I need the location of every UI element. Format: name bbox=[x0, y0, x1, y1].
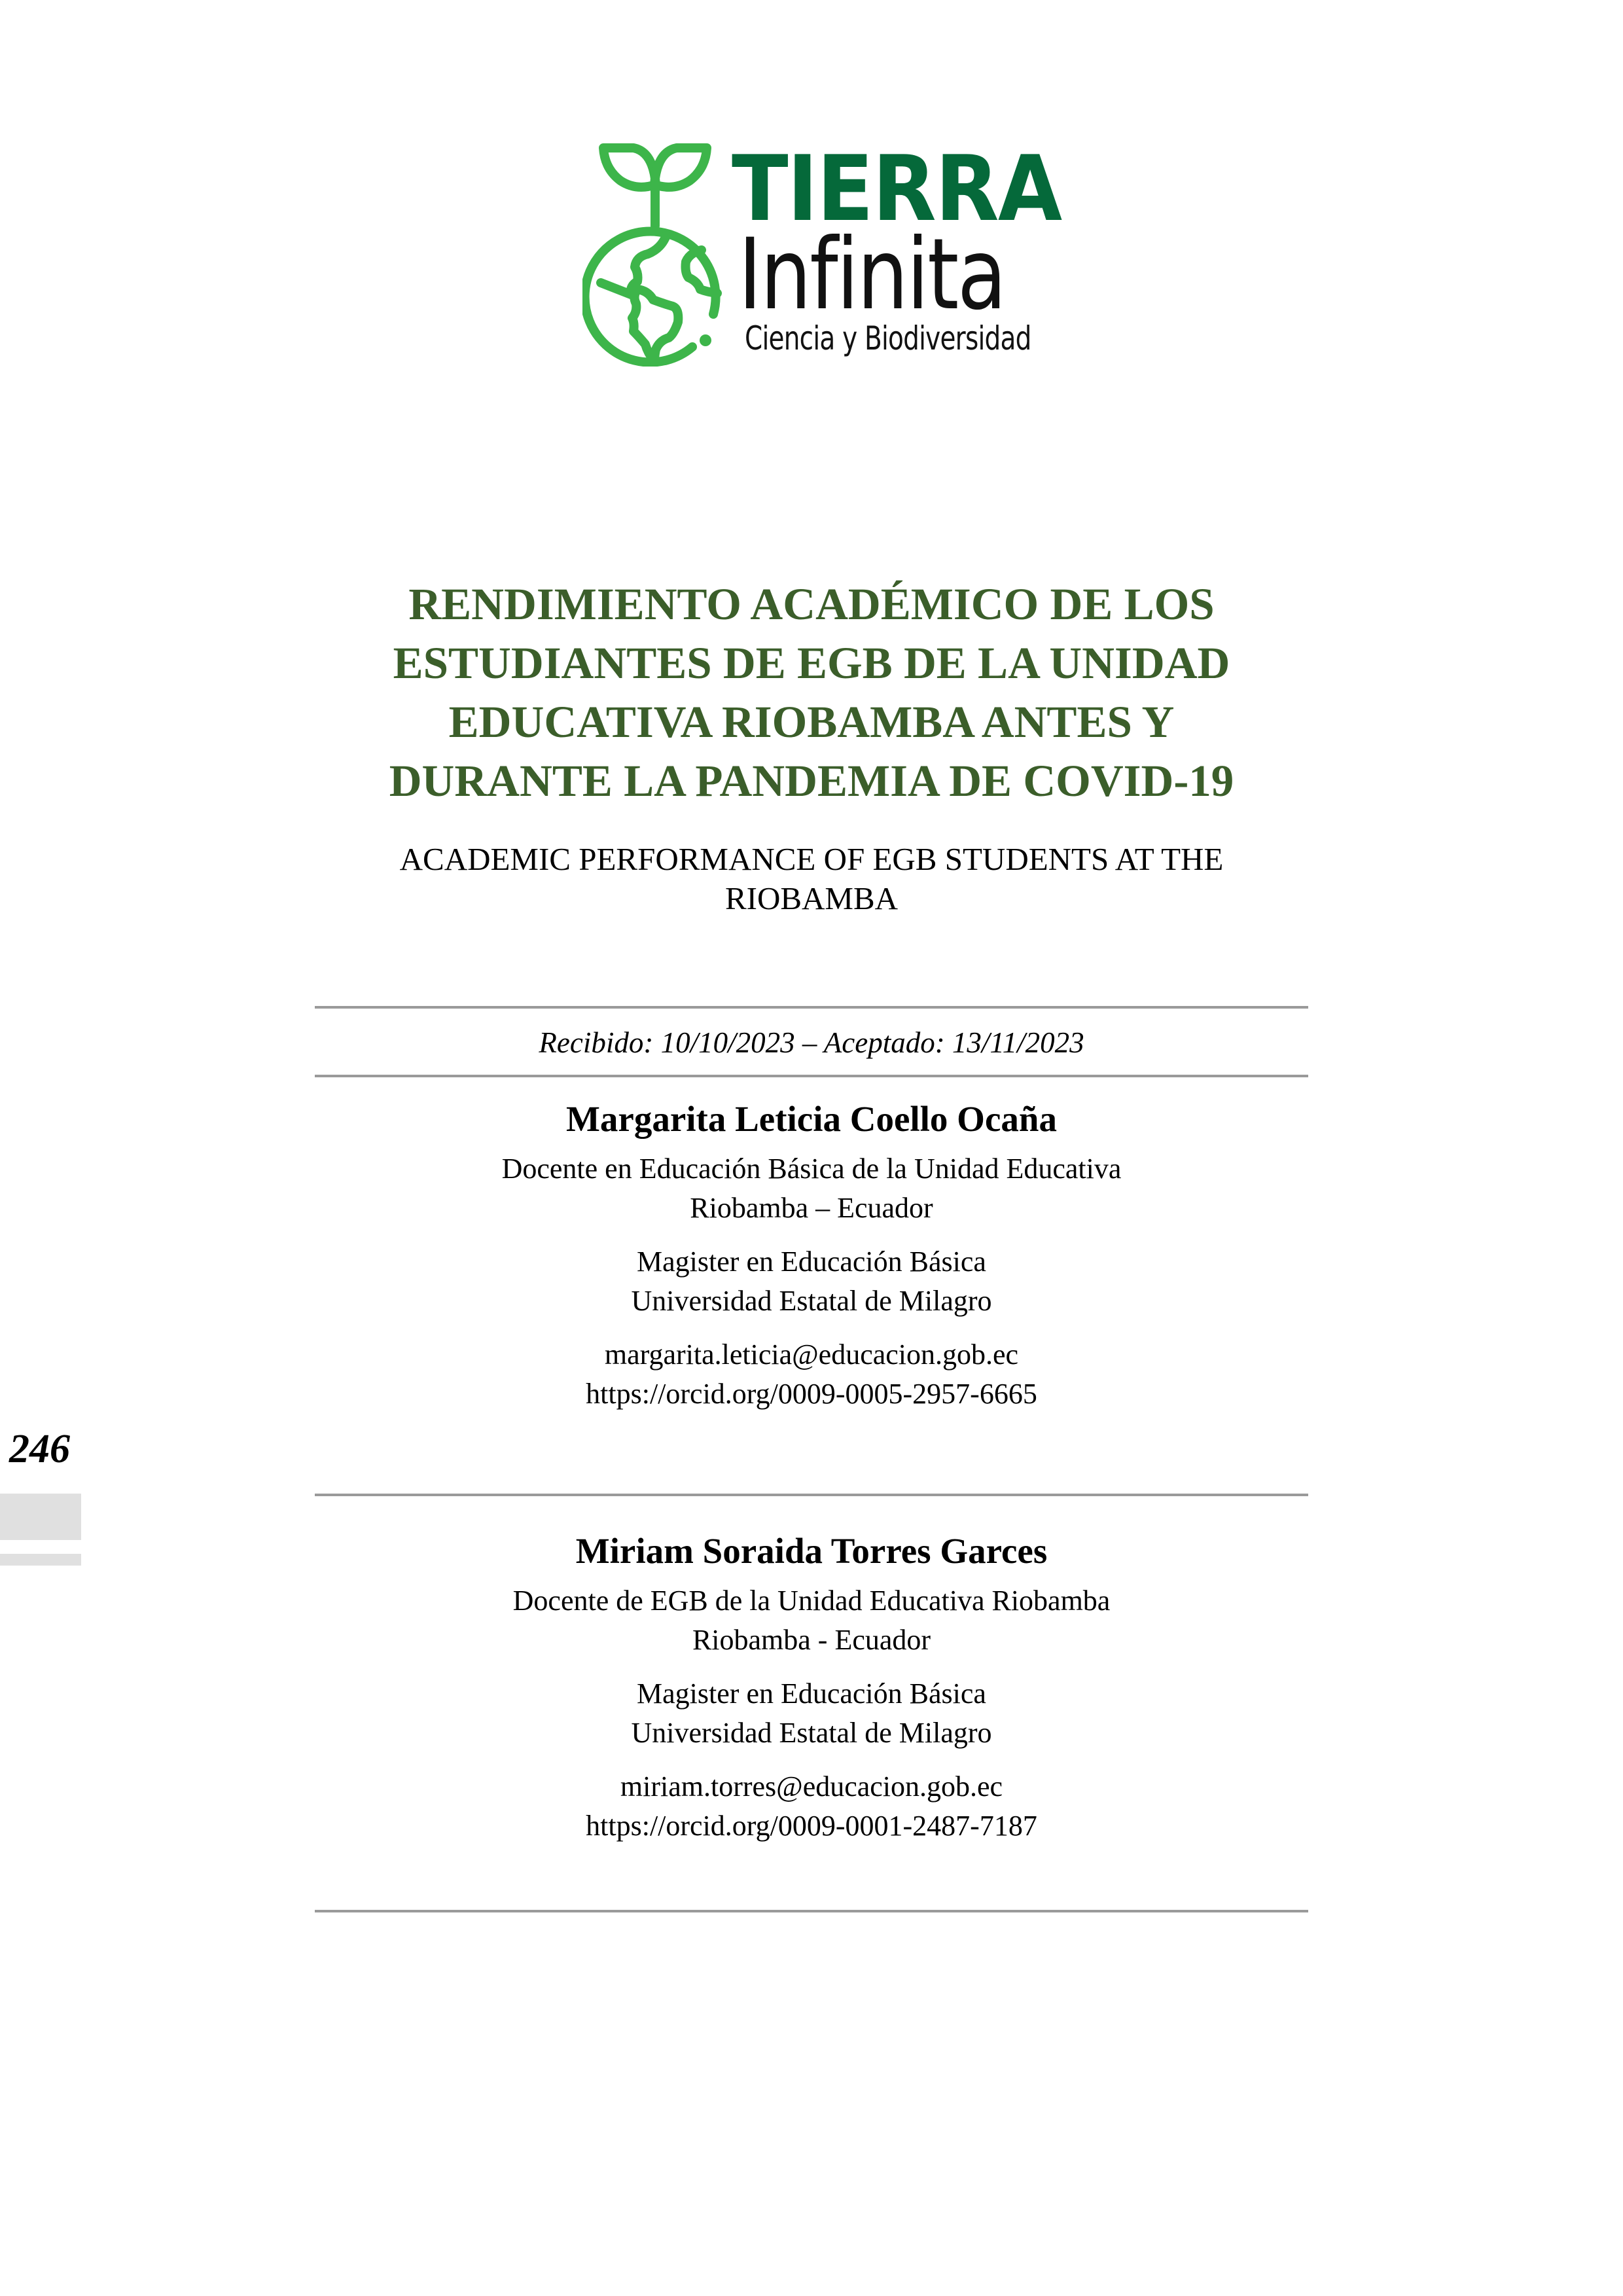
logo-wordmark-infinita: Infinita bbox=[738, 218, 1005, 332]
title-line: RENDIMIENTO ACADÉMICO DE LOS bbox=[408, 579, 1215, 629]
author-name: Margarita Leticia Coello Ocaña bbox=[566, 1099, 1057, 1139]
divider-after-dates bbox=[315, 1075, 1308, 1077]
subtitle-line: RIOBAMBA bbox=[724, 880, 899, 916]
title-line: EDUCATIVA RIOBAMBA ANTES Y bbox=[448, 697, 1175, 747]
author-degree: Magister en Educación Básica bbox=[637, 1246, 986, 1278]
author-block-2 bbox=[315, 1530, 1308, 1846]
margin-tab-block bbox=[0, 1494, 81, 1540]
author-university: Universidad Estatal de Milagro bbox=[631, 1717, 992, 1749]
title-line: DURANTE LA PANDEMIA DE COVID-19 bbox=[389, 756, 1234, 806]
subtitle-line: ACADEMIC PERFORMANCE OF EGB STUDENTS AT THE bbox=[399, 841, 1224, 877]
article-title bbox=[315, 575, 1308, 810]
author-orcid-link[interactable]: https://orcid.org/0009-0005-2957-6665 bbox=[586, 1378, 1037, 1410]
author-position: Docente de EGB de la Unidad Educativa Riobamba bbox=[512, 1585, 1111, 1617]
author-name: Miriam Soraida Torres Garces bbox=[575, 1531, 1048, 1571]
author-email-link[interactable]: miriam.torres@educacion.gob.ec bbox=[620, 1770, 1003, 1803]
logo-wordmark-tierra: TIERRA bbox=[732, 136, 1061, 242]
author-location: Riobamba – Ecuador bbox=[690, 1192, 933, 1224]
received-accepted-dates: Recibido: 10/10/2023 – Aceptado: 13/11/2023 bbox=[539, 1026, 1084, 1059]
author-degree: Magister en Educación Básica bbox=[637, 1677, 986, 1710]
article-subtitle-english bbox=[315, 840, 1308, 918]
margin-tab-bar bbox=[0, 1554, 81, 1566]
divider-between-authors bbox=[315, 1494, 1308, 1496]
author-university: Universidad Estatal de Milagro bbox=[631, 1285, 992, 1317]
sprout-globe-icon bbox=[582, 137, 733, 367]
divider-bottom bbox=[315, 1910, 1308, 1912]
logo-tagline: Ciencia y Biodiversidad bbox=[745, 319, 1031, 357]
divider-top bbox=[315, 1006, 1308, 1009]
author-email-link[interactable]: margarita.leticia@educacion.gob.ec bbox=[604, 1338, 1019, 1371]
title-line: ESTUDIANTES DE EGB DE LA UNIDAD bbox=[393, 638, 1230, 688]
author-position: Docente en Educación Básica de la Unidad Educativa bbox=[501, 1153, 1122, 1185]
author-orcid-link[interactable]: https://orcid.org/0009-0001-2487-7187 bbox=[586, 1810, 1037, 1842]
author-block-1 bbox=[315, 1098, 1308, 1414]
page-number: 246 bbox=[9, 1427, 70, 1471]
author-location: Riobamba - Ecuador bbox=[692, 1624, 931, 1656]
